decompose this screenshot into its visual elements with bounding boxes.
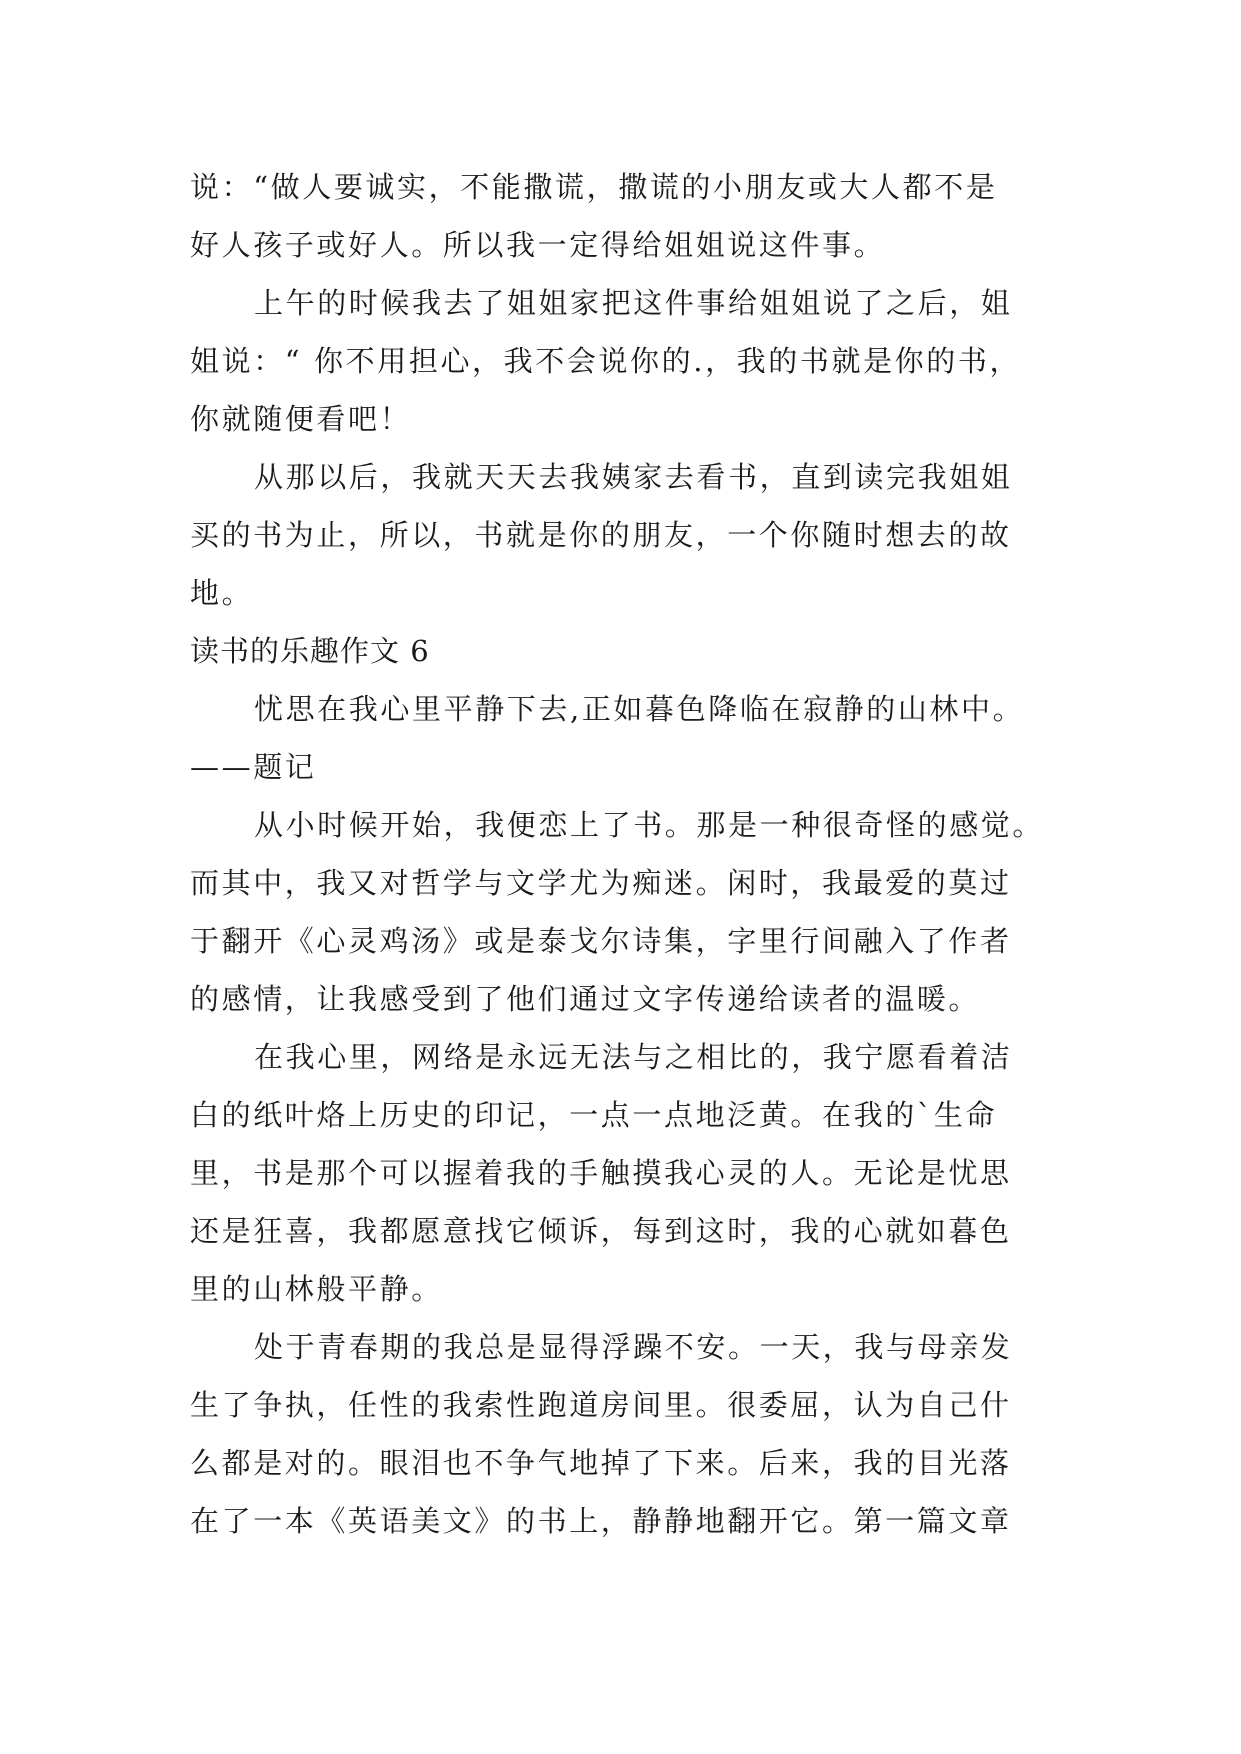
- text-line: 买的书为止，所以，书就是你的朋友，一个你随时想去的故: [190, 518, 1012, 552]
- text-line: 在了一本《英语美文》的书上，静静地翻开它。第一篇文章: [190, 1504, 1012, 1538]
- text-line: 而其中，我又对哲学与文学尤为痴迷。闲时，我最爱的莫过: [190, 866, 1012, 900]
- text-line: 里的山林般平静。: [190, 1272, 443, 1306]
- text-line: 从小时候开始，我便恋上了书。那是一种很奇怪的感觉。: [254, 808, 1045, 842]
- text-line: 你就随便看吧！: [190, 402, 412, 436]
- document-body: [190, 158, 1070, 1550]
- text-line: 忧思在我心里平静下去,正如暮色降临在寂静的山林中。: [254, 692, 1025, 726]
- text-line: 么都是对的。眼泪也不争气地掉了下来。后来，我的目光落: [190, 1446, 1012, 1480]
- text-line: 地。: [190, 576, 254, 610]
- text-line: 处于青春期的我总是显得浮躁不安。一天，我与母亲发: [254, 1330, 1013, 1364]
- text-line: 说：“做人要诚实，不能撒谎，撒谎的小朋友或大人都不是: [190, 170, 998, 204]
- text-line: 于翻开《心灵鸡汤》或是泰戈尔诗集，字里行间融入了作者: [190, 924, 1012, 958]
- text-line: 好人孩子或好人。所以我一定得给姐姐说这件事。: [190, 228, 886, 262]
- text-line: 在我心里，网络是永远无法与之相比的，我宁愿看着洁: [254, 1040, 1013, 1074]
- text-line: 生了争执，任性的我索性跑道房间里。很委屈，认为自己什: [190, 1388, 1012, 1422]
- text-line: ——题记: [190, 750, 317, 784]
- text-line: 从那以后，我就天天去我姨家去看书，直到读完我姐姐: [254, 460, 1013, 494]
- text-line: 的感情，让我感受到了他们通过文字传递给读者的温暖。: [190, 982, 981, 1016]
- section-heading: 读书的乐趣作文 6: [190, 634, 430, 668]
- text-line: 姐说：“ 你不用担心，我不会说你的.，我的书就是你的书，: [190, 344, 1022, 378]
- text-line: 上午的时候我去了姐姐家把这件事给姐姐说了之后，姐: [254, 286, 1013, 320]
- text-line: 白的纸叶烙上历史的印记，一点一点地泛黄。在我的`生命: [190, 1098, 998, 1132]
- text-line: 里，书是那个可以握着我的手触摸我心灵的人。无论是忧思: [190, 1156, 1012, 1190]
- text-line: 还是狂喜，我都愿意找它倾诉，每到这时，我的心就如暮色: [190, 1214, 1012, 1248]
